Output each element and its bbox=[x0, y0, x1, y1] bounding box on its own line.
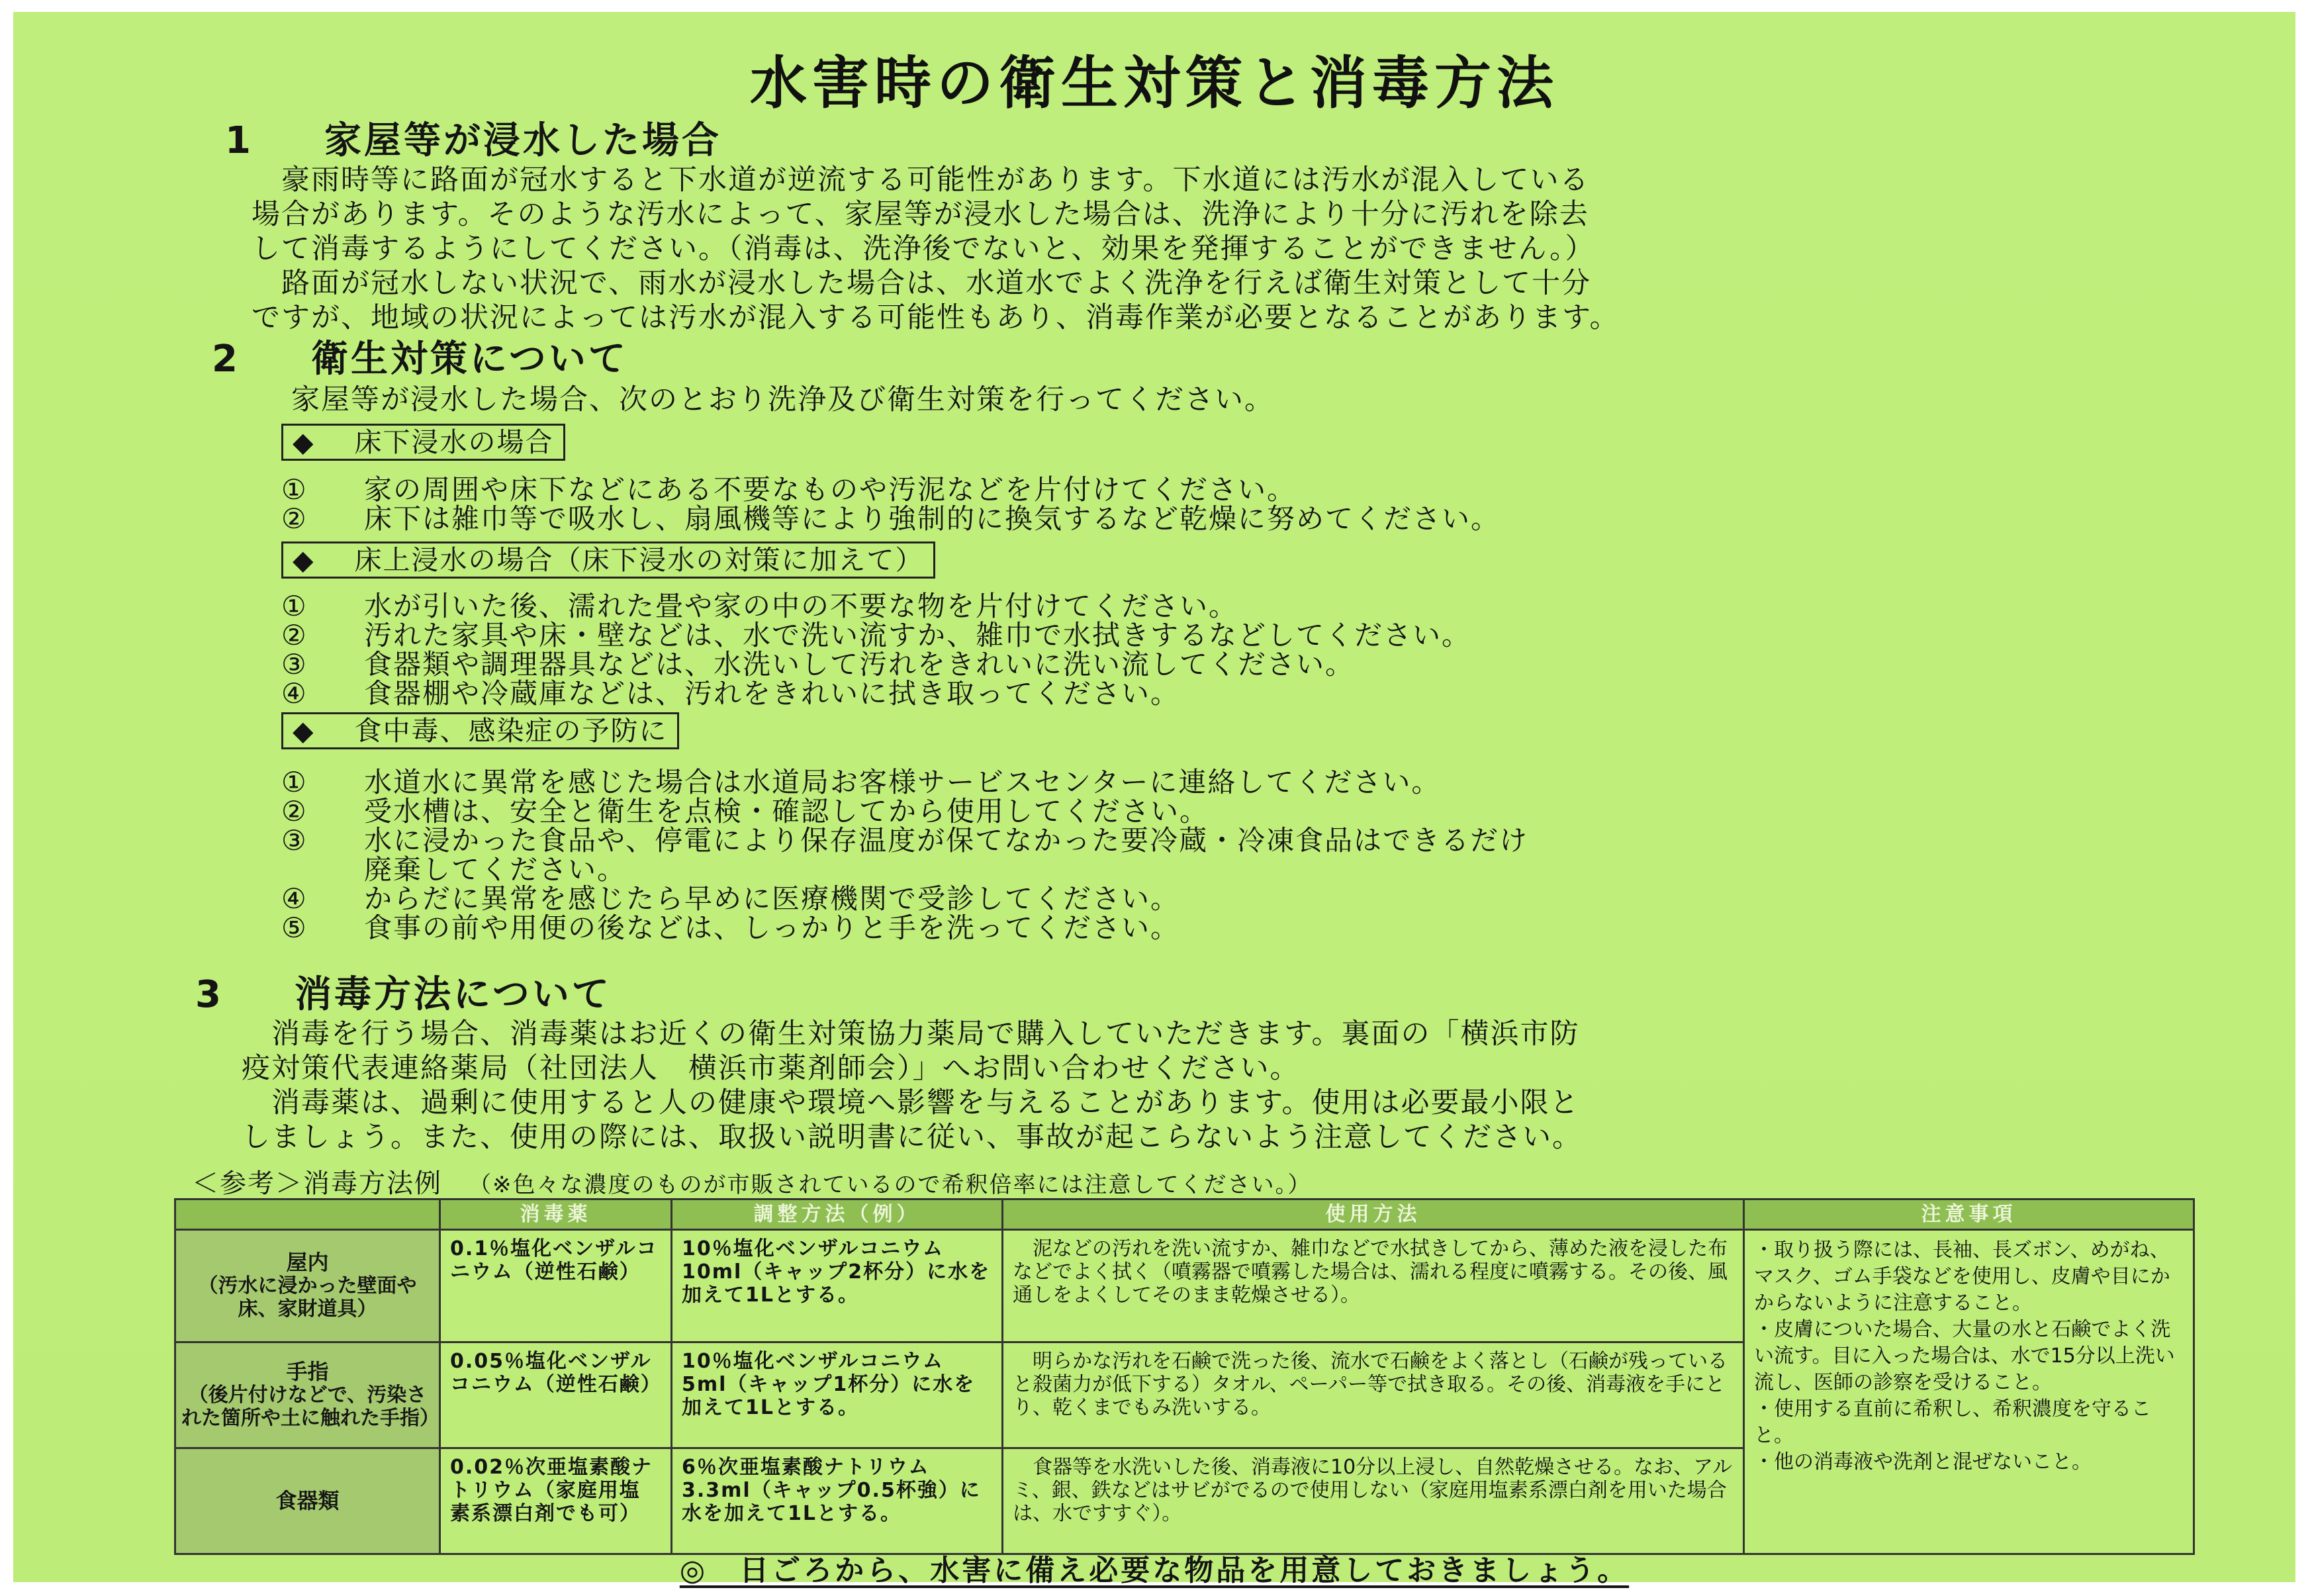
row-agent: 0.1％塩化ベンザルコニウム（逆性石鹸） bbox=[440, 1230, 672, 1342]
list-item: 廃棄してください。 bbox=[364, 853, 627, 886]
section1-line: 路面が冠水しない状況で、雨水が浸水した場合は、水道水でよく洗浄を行えば衛生対策として十分 bbox=[252, 267, 1592, 300]
list-item: ① 水が引いた後、濡れた畳や家の中の不要な物を片付けてください。 bbox=[281, 590, 1238, 622]
list-item: ④ からだに異常を感じたら早めに医療機関で受診してください。 bbox=[281, 882, 1180, 915]
list-item: ② 受水槽は、安全と衛生を点検・確認してから使用してください。 bbox=[281, 795, 1209, 827]
section3-heading bbox=[195, 965, 612, 1018]
document-page bbox=[13, 12, 2295, 1587]
row-usage: 明らかな汚れを石鹸で洗った後、流水で石鹸をよく落とし（石鹸が残っていると殺菌力が低下する）タオル、ペーパー等で拭き取る。その後、消毒液を手にとり、乾くまでもみ洗いする。 bbox=[1003, 1342, 1744, 1448]
reference-note: （※色々な濃度のものが市販されているので希釈倍率には注意してください。） bbox=[469, 1172, 1312, 1198]
box-abovefloor-label bbox=[281, 541, 935, 579]
table-header-row bbox=[175, 1199, 2194, 1230]
table-notes: ・取り扱う際には、長袖、長ズボン、めがね、マスク、ゴム手袋などを使用し、皮膚や目にかからないように注意すること。 ・皮膚についた場合、大量の水と石鹸でよく洗い流す。目に入った場合は、水で15分以上洗い流し、医師の診察を受けること。 ・使用する直前に希釈し、希釈濃度を守ること。 ・他の消毒液や洗剤と混ぜないこと。 bbox=[1744, 1230, 2194, 1554]
document-title: 水害時の衛生対策と消毒方法 bbox=[750, 50, 1559, 117]
table-row bbox=[175, 1230, 2194, 1342]
section3-text bbox=[242, 1017, 1582, 1154]
row-prep: 6％次亜塩素酸ナトリウム 3.3ml（キャップ0.5杯強）に水を加えて1Lとする。 bbox=[672, 1448, 1003, 1554]
row-prep: 10％塩化ベンザルコニウム 5ml（キャップ1杯分）に水を加えて1Lとする。 bbox=[672, 1342, 1003, 1448]
row-target: 食器類 bbox=[175, 1448, 440, 1554]
list-item: ① 水道水に異常を感じた場合は水道局お客様サービスセンターに連絡してください。 bbox=[281, 766, 1441, 798]
underfloor-list bbox=[281, 475, 1500, 534]
list-item: ⑤ 食事の前や用便の後などは、しっかりと手を洗ってください。 bbox=[281, 912, 1180, 944]
list-item: ② 汚れた家具や床・壁などは、水で洗い流すか、雑巾で水拭きするなどしてください。 bbox=[281, 619, 1471, 651]
section1-heading bbox=[225, 111, 721, 164]
table-header: 調整方法（例） bbox=[672, 1199, 1003, 1230]
reference-caption bbox=[192, 1162, 1312, 1200]
section2-heading bbox=[212, 330, 628, 383]
section3-line: 消毒薬は、過剰に使用すると人の健康や環境へ影響を与えることがあります。使用は必要最小限と bbox=[242, 1086, 1580, 1119]
row-agent: 0.05％塩化ベンザルコニウム（逆性石鹸） bbox=[440, 1342, 672, 1448]
section2-title: 衛生対策について bbox=[311, 338, 628, 381]
footer-message: ◎ 日ごろから、水害に備え必要な物品を用意しておきましょう。 bbox=[679, 1554, 1630, 1587]
table-header bbox=[175, 1199, 440, 1230]
row-prep: 10％塩化ベンザルコニウム 10ml（キャップ2杯分）に水を加えて1Lとする。 bbox=[672, 1230, 1003, 1342]
row-usage: 泥などの汚れを洗い流すか、雑巾などで水拭きしてから、薄めた液を浸した布などでよく拭く（噴霧器で噴霧した場合は、濡れる程度に噴霧する。その後、風通しをよくしてそのまま乾燥させる）。 bbox=[1003, 1230, 1744, 1342]
row-target: 手指 （後片付けなどで、汚染された箇所や土に触れた手指） bbox=[175, 1342, 440, 1448]
disinfection-table bbox=[174, 1198, 2195, 1555]
abovefloor-list bbox=[281, 592, 1471, 708]
section1-line: して消毒するようにしてください。（消毒は、洗浄後でないと、効果を発揮することができません。） bbox=[252, 232, 1595, 265]
section1-line: 場合があります。そのような汚水によって、家屋等が浸水した場合は、洗浄により十分に汚れを除去 bbox=[252, 198, 1589, 231]
section3-title: 消毒方法について bbox=[295, 973, 612, 1016]
table-header: 注意事項 bbox=[1744, 1199, 2194, 1230]
box-prevention-text: 食中毒、感染症の予防に bbox=[354, 715, 668, 747]
table-header: 使用方法 bbox=[1003, 1199, 1744, 1230]
box-underfloor-label bbox=[281, 424, 565, 461]
list-item: ③ 水に浸かった食品や、停電により保存温度が保てなかった要冷蔵・冷凍食品はできるだけ bbox=[281, 824, 1529, 857]
section2-intro: 家屋等が浸水した場合、次のとおり洗浄及び衛生対策を行ってください。 bbox=[291, 383, 1274, 416]
diamond-bullet-icon: ◆ bbox=[293, 544, 315, 576]
section1-line: ですが、地域の状況によっては汚水が混入する可能性もあり、消毒作業が必要となることがあります。 bbox=[252, 301, 1620, 334]
row-usage: 食器等を水洗いした後、消毒液に10分以上浸し、自然乾燥させる。なお、アルミ、銀、鉄などはサビがでるので使用しない（家庭用塩素系漂白剤を用いた場合は、水ですすぐ）。 bbox=[1003, 1448, 1744, 1554]
row-agent: 0.02％次亜塩素酸ナトリウム（家庭用塩素系漂白剤でも可） bbox=[440, 1448, 672, 1554]
list-item: ① 家の周囲や床下などにある不要なものや汚泥などを片付けてください。 bbox=[281, 473, 1297, 506]
reference-label: ＜参考＞消毒方法例 bbox=[192, 1168, 442, 1199]
section1-title: 家屋等が浸水した場合 bbox=[324, 119, 721, 162]
diamond-bullet-icon: ◆ bbox=[293, 715, 315, 747]
table-header: 消毒薬 bbox=[440, 1199, 672, 1230]
section3-line: 消毒を行う場合、消毒薬はお近くの衛生対策協力薬局で購入していただきます。裏面の「横浜市防 bbox=[242, 1017, 1580, 1051]
section2-number: 2 bbox=[212, 338, 240, 381]
list-item: ② 床下は雑巾等で吸水し、扇風機等により強制的に換気するなど乾燥に努めてください。 bbox=[281, 502, 1501, 535]
box-prevention-label bbox=[281, 712, 679, 749]
section1-text bbox=[252, 163, 1620, 335]
prevention-list bbox=[281, 768, 1528, 943]
section3-line: 疫対策代表連絡薬局（社団法人 横浜市薬剤師会）」へお問い合わせください。 bbox=[242, 1052, 1300, 1085]
list-item: ③ 食器類や調理器具などは、水洗いして汚れをきれいに洗い流してください。 bbox=[281, 648, 1355, 681]
section1-line: 豪雨時等に路面が冠水すると下水道が逆流する可能性があります。下水道には汚水が混入している bbox=[252, 164, 1590, 197]
section1-number: 1 bbox=[225, 119, 254, 162]
list-item: ④ 食器棚や冷蔵庫などは、汚れをきれいに拭き取ってください。 bbox=[281, 677, 1180, 710]
box-underfloor-text: 床下浸水の場合 bbox=[354, 426, 554, 458]
diamond-bullet-icon: ◆ bbox=[293, 426, 315, 458]
section3-line: しましょう。また、使用の際には、取扱い説明書に従い、事故が起こらないよう注意してください。 bbox=[242, 1121, 1582, 1154]
box-abovefloor-text: 床上浸水の場合（床下浸水の対策に加えて） bbox=[354, 544, 924, 576]
section3-number: 3 bbox=[195, 973, 224, 1016]
row-target: 屋内 （汚水に浸かった壁面や床、家財道具） bbox=[175, 1230, 440, 1342]
